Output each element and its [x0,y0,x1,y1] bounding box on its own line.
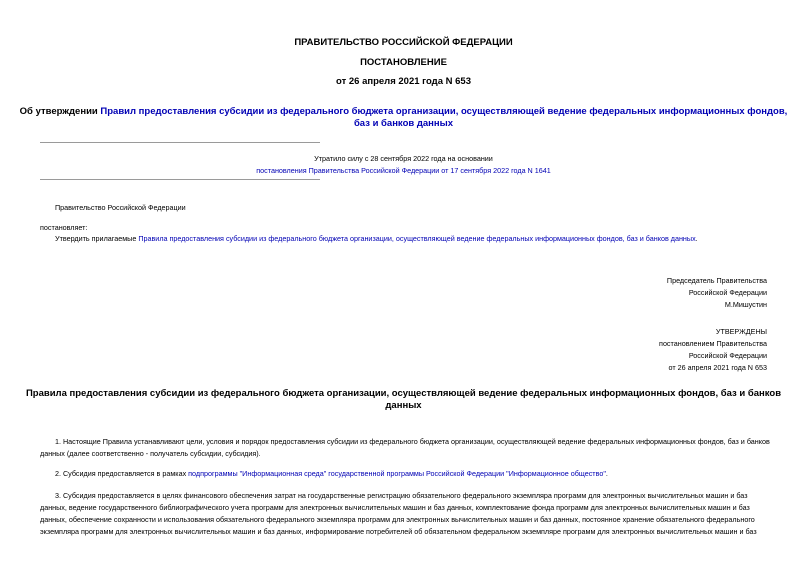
preamble-government: Правительство Российской Федерации [55,203,186,212]
approved-heading: УТВЕРЖДЕНЫ [715,327,767,336]
paragraph-1-line1: 1. Настоящие Правила устанавливают цели, условия и порядок предоставления субсидии из федерального бюджета организации, осуществляющей ведение федеральных информационных фондов, баз и банков [55,437,770,446]
signature-org: Российской Федерации [688,288,767,297]
paragraph-3-line2: данных, ведение государственного библиографического учета программ для электронных вычислительных машин и баз данных, комплектование фонда программ для электронных вычислительных машин и баз [40,503,750,512]
approved-block [659,326,767,374]
status-note: Утратило силу с 28 сентября 2022 года на основании [314,154,493,163]
preamble-approve: Утвердить прилагаемые Правила предоставления субсидии из федерального бюджета организации, осуществляющей ведение федеральных информационных фондов, баз и банков данных. [55,234,698,243]
paragraph-3-line3: данных, обеспечение сохранности и использования обязательного федерального экземпляра программ для электронных вычислительных машин и баз данных, постоянное хранение обязательного федерального [40,515,755,524]
paragraph-2 [55,468,608,480]
signature-block [667,275,767,311]
document-date-number: от 26 апреля 2021 года N 653 [336,76,471,87]
document-type-heading: ПОСТАНОВЛЕНИЕ [360,57,447,68]
title-prefix: Об утверждении [19,106,101,117]
rules-title [0,388,807,412]
divider-bottom [40,179,320,180]
approved-org: Российской Федерации [688,351,767,360]
title-rules-link[interactable]: Правил предоставления субсидии из федерального бюджета организации, осуществляющей ведение федеральных информационных фондов, [100,106,788,117]
document-title [0,106,807,130]
title-rules-link-continued[interactable]: баз и банков данных [353,118,454,129]
paragraph-1-line2: данных (далее соответственно - получатель субсидии, субсидия). [40,449,261,458]
paragraph-2-suffix: . [605,469,608,478]
paragraph-1 [40,436,770,460]
preamble-decrees: постановляет: [40,223,88,232]
rules-title-line1: Правила предоставления субсидии из федерального бюджета организации, осуществляющей ведение федеральных информационных фондов, баз и банков [25,388,782,399]
approve-prefix: Утвердить прилагаемые [55,234,139,243]
rules-title-line2: данных [385,400,422,411]
signature-position: Председатель Правительства [666,276,767,285]
paragraph-2-prefix: 2. Субсидия предоставляется в рамках [55,469,189,478]
signature-name: М.Мишустин [724,300,767,309]
approved-by: постановлением Правительства [659,339,767,348]
repeal-decree-link[interactable]: постановления Правительства Российской Федерации от 17 сентября 2022 года N 1641 [256,166,551,175]
subprogram-link[interactable]: подпрограммы "Информационная среда" государственной программы Российской Федерации "Информационное общество" [188,469,606,478]
divider-top [40,142,320,143]
approved-date: от 26 апреля 2021 года N 653 [668,363,767,372]
approve-rules-link[interactable]: Правила предоставления субсидии из федерального бюджета организации, осуществляющей ведение федеральных информационных фондов, баз и банков данных [138,234,696,243]
government-heading: ПРАВИТЕЛЬСТВО РОССИЙСКОЙ ФЕДЕРАЦИИ [294,37,513,48]
paragraph-3-line4: экземпляра программ для электронных вычислительных машин и баз данных, информирование потребителей об обязательном федеральном экземпляре программ для электронных вычислительных машин и баз [40,527,757,536]
paragraph-3 [40,490,767,538]
paragraph-3-line1: 3. Субсидия предоставляется в целях финансового обеспечения затрат на государственные регистрацию обязательного федерального экземпляра программ для электронных вычислительных машин и баз [55,491,748,500]
